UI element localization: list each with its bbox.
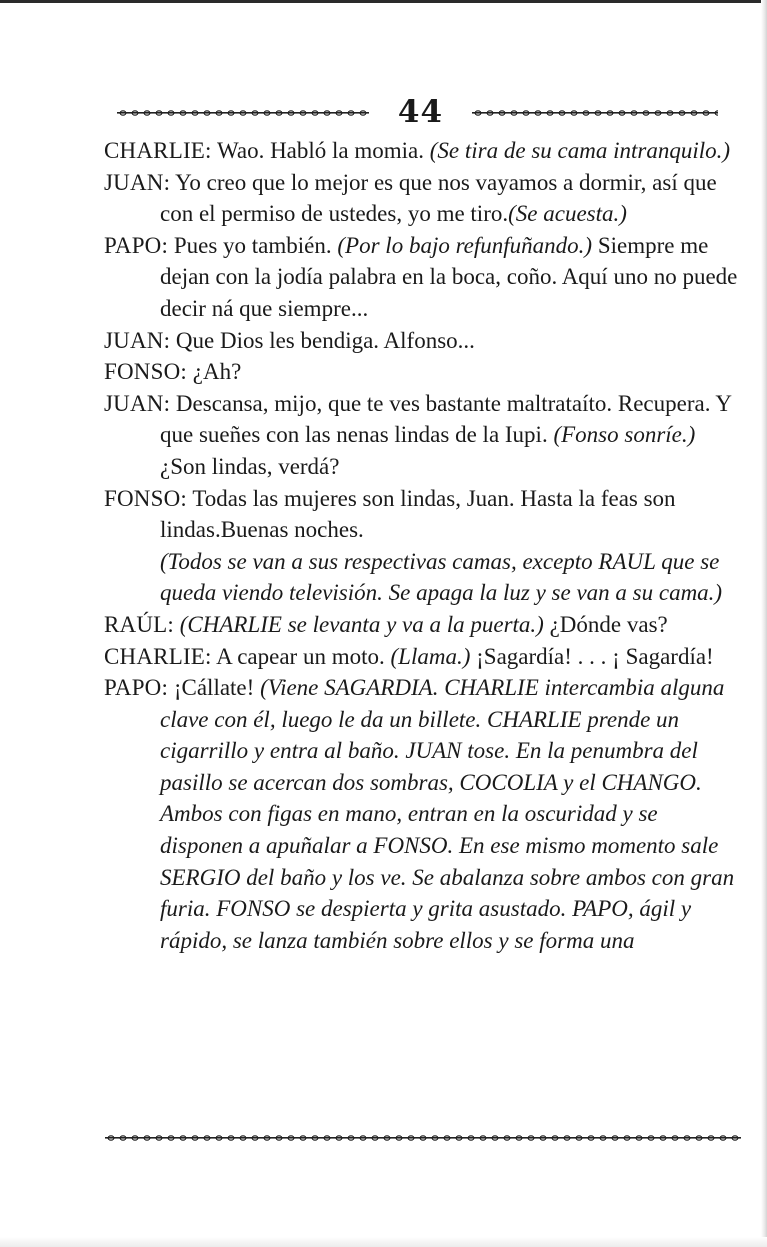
dialogue-paragraph	[104, 388, 744, 483]
stage-direction: (Se tira de su cama intranquilo.)	[429, 138, 731, 163]
stage-direction: (Viene SAGARDIA. CHARLIE intercambia alguna clave con él, luego le da un billete. CHARLIE prende un cigarrillo y entra al baño. JUAN tose. En la penumbra del pasillo se acercan dos sombras, COCOLIA y el CHANGO. Ambos con figas en mano, entran en la oscuridad y se disponen a apuñalar a FONSO. En ese mismo momento sale SERGIO del baño y los ve. Se abalanza sobre ambos con gran furia. FONSO se despierta y grita asustado. PAPO, ágil y rápido, se lanza también sobre ellos y se forma una	[160, 675, 735, 953]
dialogue-paragraph	[104, 483, 744, 546]
dialogue-paragraph	[104, 546, 744, 609]
header-chain-ornament-right	[472, 107, 718, 119]
dialogue-paragraph	[104, 167, 744, 230]
dialogue-text: ¡Cállate!	[168, 675, 261, 701]
stage-direction: (CHARLIE se levanta y va a la puerta.)	[179, 611, 544, 637]
header-chain-ornament-left	[117, 107, 369, 119]
dialogue-text: ¿Ah?	[187, 359, 242, 385]
dialogue-text: Siempre me dejan con la jodía palabra en la boca, coño. Aquí uno no puede decir ná que siempre...	[160, 232, 738, 321]
dialogue-text: Yo creo que lo mejor es que nos vayamos a dormir, así que con el permiso de ustedes, yo me tiro.	[160, 169, 717, 227]
speaker-name: FONSO:	[104, 485, 188, 511]
dialogue-paragraph	[104, 356, 744, 388]
speaker-name: PAPO:	[104, 232, 169, 258]
script-text	[104, 135, 744, 956]
speaker-name: JUAN:	[104, 169, 171, 195]
stage-direction: (Llama.)	[390, 643, 471, 669]
stage-direction: (Se acuesta.)	[508, 201, 627, 227]
page-number: 44	[397, 94, 444, 130]
stage-direction: (Todos se van a sus respectivas camas, excepto RAUL que se queda viendo televisión. Se apaga la luz y se van a su cama.)	[160, 548, 723, 606]
speaker-name: CHARLIE:	[104, 138, 212, 163]
page-top-edge	[0, 0, 767, 3]
dialogue-paragraph	[104, 325, 744, 357]
footer-chain-ornament	[105, 1132, 741, 1144]
dialogue-paragraph	[104, 641, 744, 673]
dialogue-text: ¿Dónde vas?	[543, 611, 668, 637]
speaker-name: PAPO:	[104, 675, 169, 701]
dialogue-paragraph	[104, 672, 744, 956]
dialogue-text: Todas las mujeres son lindas, Juan. Hasta la feas son lindas.Buenas noches.	[160, 485, 676, 543]
dialogue-paragraph	[104, 135, 744, 167]
speaker-name: RAÚL:	[104, 611, 174, 637]
page-bottom-edge	[0, 1237, 767, 1247]
dialogue-text: Wao. Habló la momia.	[211, 138, 430, 163]
speaker-name: FONSO:	[104, 359, 188, 385]
speaker-name: CHARLIE:	[104, 643, 212, 669]
dialogue-text: A capear un moto.	[211, 643, 391, 669]
dialogue-text: Descansa, mijo, que te ves bastante maltrataíto. Recupera. Y que sueñes con las nenas lindas de la Iupi.	[160, 390, 732, 448]
stage-direction: (Por lo bajo refunfuñando.)	[337, 232, 593, 258]
speaker-name: JUAN:	[104, 327, 171, 353]
dialogue-text: Que Dios les bendiga. Alfonso...	[170, 327, 475, 353]
dialogue-text: ¿Son lindas, verdá?	[160, 453, 340, 479]
dialogue-paragraph	[104, 609, 744, 641]
stage-direction: (Fonso sonríe.)	[553, 422, 696, 448]
speaker-name: JUAN:	[104, 390, 171, 416]
dialogue-text: ¡Sagardía! . . . ¡ Sagardía!	[470, 643, 714, 669]
dialogue-paragraph	[104, 230, 744, 325]
dialogue-text: Pues yo también.	[168, 232, 338, 258]
page-right-edge	[761, 0, 767, 1247]
